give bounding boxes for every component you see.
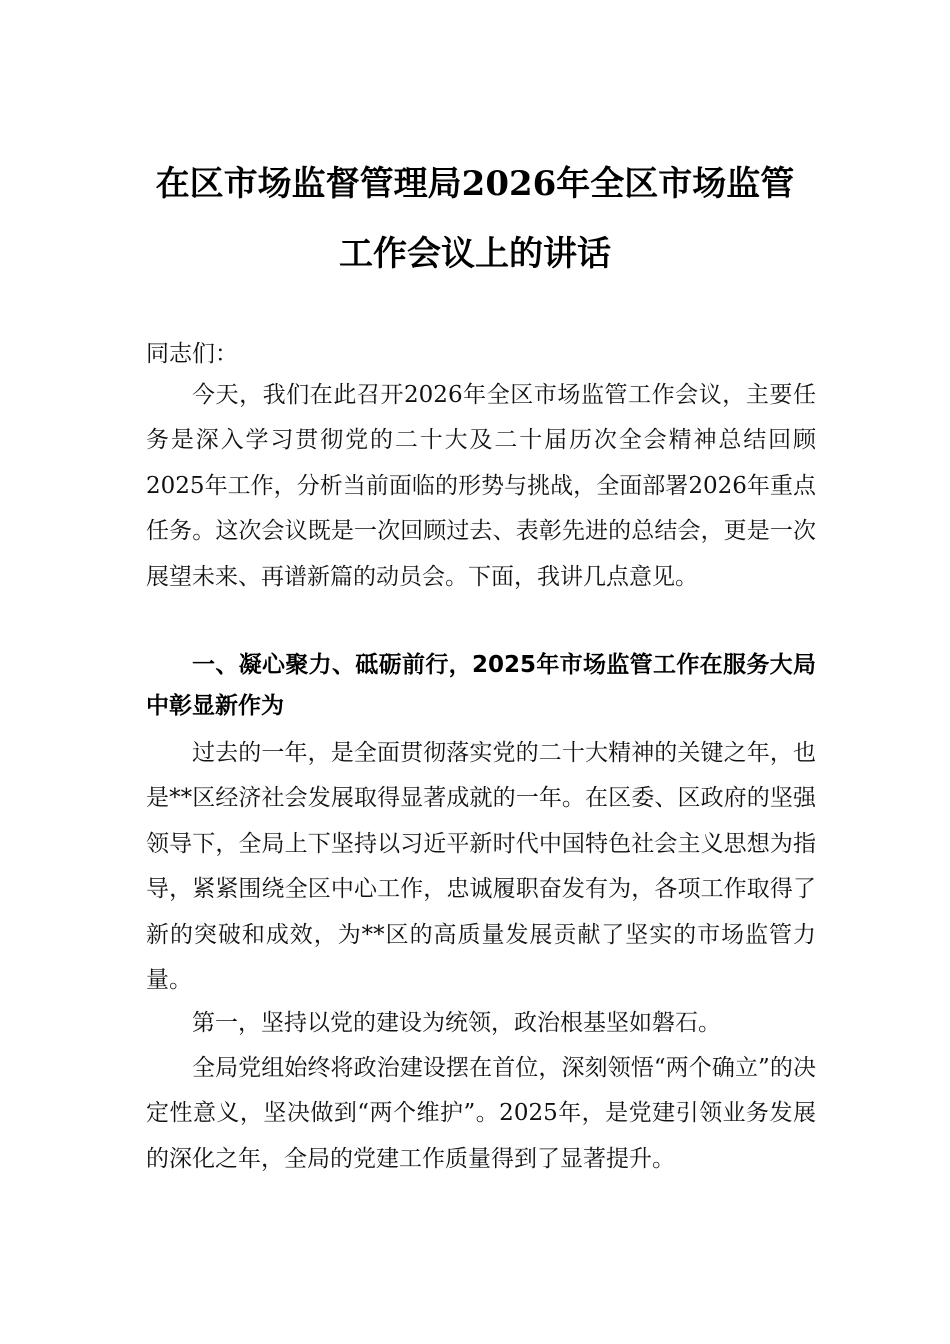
paragraph-party-building: 全局党组始终将政治建设摆在首位，深刻领悟“两个确立”的决定性意义，坚决做到“两个维护”。2025年，是党建引领业务发展的深化之年，全局的党建工作质量得到了显著提升。 [146,1055,816,1172]
section-heading-1: 一、凝心聚力、砥砺前行，2025年市场监管工作在服务大局中彰显新作为 [146,652,816,719]
document-title-line-1: 在区市场监督管理局2026年全区市场监管 [155,164,795,204]
document-title-line-2: 工作会议上的讲话 [339,234,611,274]
paragraph-point-one: 第一，坚持以党的建设为统领，政治根基坚如磐石。 [192,1010,721,1036]
paragraph-opening: 今天，我们在此召开2026年全区市场监管工作会议，主要任务是深入学习贯彻党的二十大及二十届历次全会精神总结回顾2025年工作，分析当前面临的形势与挑战，全面部署2026年重点任务。这次会议既是一次回顾过去、表彰先进的总结会，更是一次展望未来、再谱新篇的动员会。下面，我讲几点意见。 [146,382,816,590]
paragraph-review: 过去的一年，是全面贯彻落实党的二十大精神的关键之年，也是**区经济社会发展取得显著成就的一年。在区委、区政府的坚强领导下，全局上下坚持以习近平新时代中国特色社会主义思想为指导，紧紧围绕全区中心工作，忠诚履职奋发有为，各项工作取得了新的突破和成效，为**区的高质量发展贡献了坚实的市场监管力量。 [146,740,816,994]
salutation: 同志们： [146,341,238,367]
